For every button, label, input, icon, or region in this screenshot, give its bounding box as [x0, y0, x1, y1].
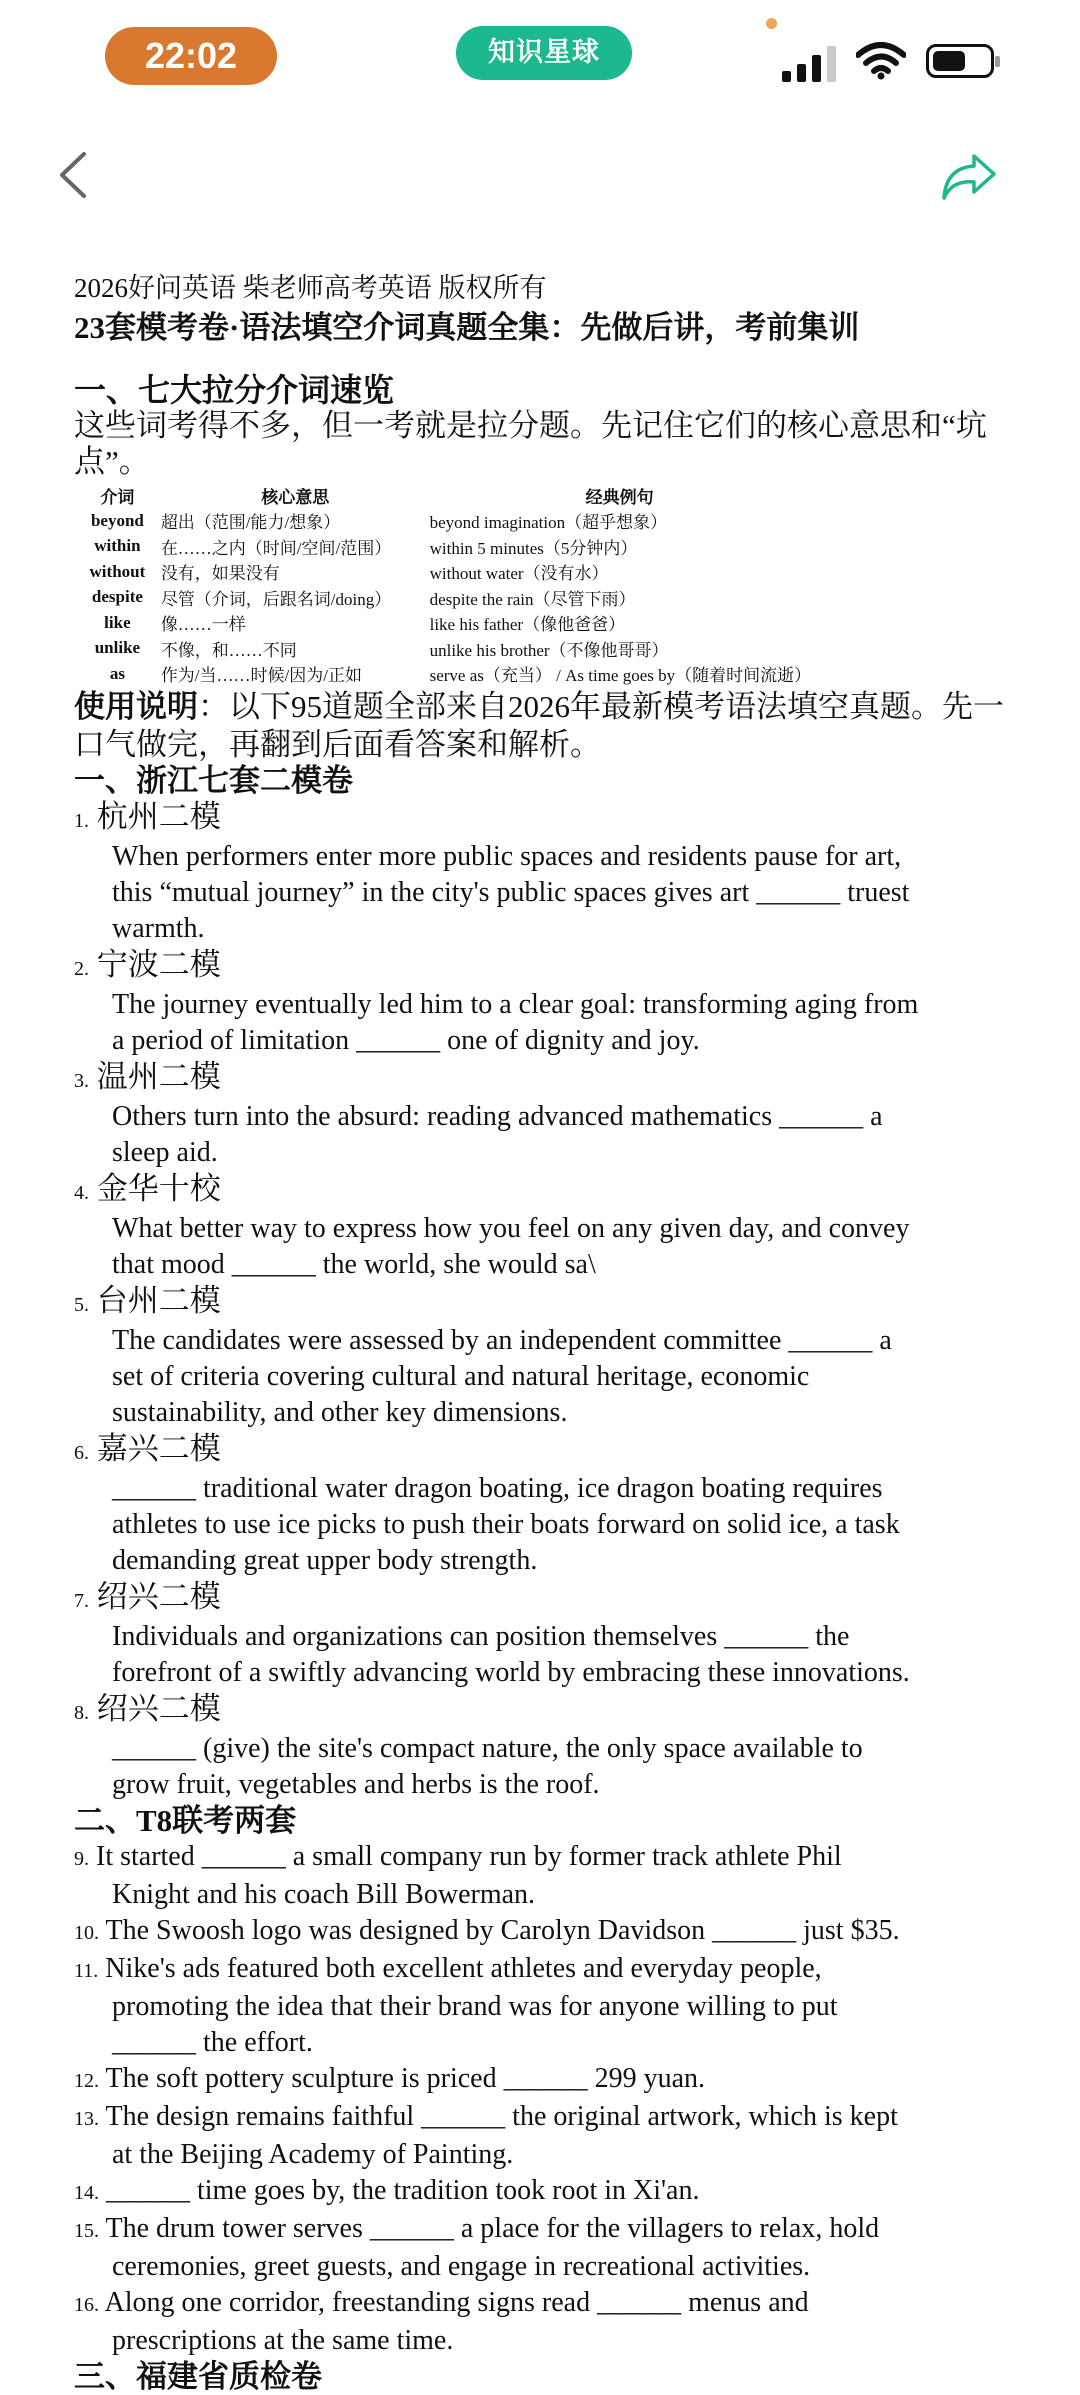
question-number: 14. [74, 2181, 99, 2204]
table-cell: 不像，和……不同 [160, 640, 297, 660]
question-number: 3. [74, 1069, 89, 1092]
section-title: 一、七大拉分介词速览 [74, 372, 395, 408]
status-bar [0, 0, 1080, 120]
question-number: 1. [74, 809, 89, 832]
table-row [74, 610, 1024, 636]
question-text: The soft pottery sculpture is priced ______ 299 yuan. [105, 2062, 706, 2094]
question-first-line [74, 1913, 1024, 1951]
question-text: at the Beijing Academy of Painting. [112, 2138, 514, 2170]
table-cell: 在……之内（时间/空间/范围） [160, 538, 392, 558]
question-text: sleep aid. [112, 1136, 218, 1168]
question-item [74, 2285, 1024, 2359]
question-text: ______ time goes by, the tradition took root in Xi'an. [106, 2174, 700, 2206]
signal-icon [782, 44, 838, 82]
question-source [74, 1171, 1024, 1211]
question-source-label: 绍兴二模 [96, 1578, 221, 1614]
share-arrow-icon[interactable] [940, 150, 998, 204]
question-source-label: 金华十校 [96, 1170, 221, 1206]
wifi-icon [856, 42, 906, 80]
table-row [74, 661, 1024, 687]
question-text: ______ the effort. [112, 2026, 313, 2058]
question-first-line [74, 2173, 1024, 2211]
question-first-line [74, 2211, 1024, 2249]
usage-text: ：以下95道题全部来自2026年最新模考语法填空真题。先一 [198, 688, 1004, 724]
table-cell: unlike his brother（不像他哥哥） [429, 640, 669, 660]
copyright-line: 2026好问英语 柴老师高考英语 版权所有 [74, 273, 547, 303]
table-cell: like his father（像他爸爸） [429, 615, 626, 635]
question-text: The design remains faithful ______ the original artwork, which is kept [105, 2100, 898, 2132]
question-number: 2. [74, 957, 89, 980]
app-badge[interactable]: 知识星球 [456, 26, 632, 80]
question-text: ceremonies, greet guests, and engage in recreational activities. [112, 2250, 811, 2282]
question-text: prescriptions at the same time. [112, 2324, 454, 2356]
recording-dot-icon [766, 18, 777, 29]
question-text: Knight and his coach Bill Bowerman. [112, 1878, 536, 1910]
question-text: warmth. [112, 912, 205, 944]
table-row [74, 534, 1024, 560]
table-row [74, 636, 1024, 662]
document-content [74, 268, 1024, 2395]
question-number: 5. [74, 1293, 89, 1316]
document-title: 23套模考卷·语法填空介词真题全集：先做后讲，考前集训 [74, 310, 860, 345]
question-list-t8 [74, 1839, 1024, 2359]
question-text: ______ (give) the site's compact nature, the only space available to [112, 1732, 863, 1764]
table-cell: despite the rain（尽管下雨） [429, 589, 636, 609]
question-item [74, 1839, 1024, 1913]
question-text: set of criteria covering cultural and natural heritage, economic [112, 1360, 810, 1392]
question-text: athletes to use ice picks to push their boats forward on solid ice, a task [112, 1508, 900, 1540]
question-source-label: 台州二模 [96, 1282, 221, 1318]
back-chevron-icon[interactable] [54, 150, 94, 200]
battery-icon [926, 44, 994, 78]
section-title: 二、T8联考两套 [74, 1802, 297, 1838]
question-source-label: 温州二模 [96, 1058, 221, 1094]
table-cell: 没有，如果没有 [160, 564, 280, 584]
question-text: sustainability, and other key dimensions. [112, 1396, 568, 1428]
question-text: that mood ______ the world, she would sa\ [112, 1248, 596, 1280]
question-text: forefront of a swiftly advancing world by embracing these innovations. [112, 1656, 910, 1688]
table-cell: despite [91, 587, 143, 607]
question-text: When performers enter more public spaces and residents pause for art, [112, 840, 902, 872]
table-cell: without water（没有水） [429, 564, 609, 584]
table-cell: 像……一样 [160, 615, 246, 635]
table-cell: 作为/当……时候/因为/正如 [160, 666, 362, 686]
table-row [74, 585, 1024, 611]
table-cell: without [89, 561, 146, 581]
question-number: 9. [74, 1847, 89, 1870]
question-text: promoting the idea that their brand was for anyone willing to put [112, 1990, 838, 2022]
table-row [74, 508, 1024, 534]
question-source [74, 947, 1024, 987]
table-header-row [74, 482, 1024, 508]
question-text: Nike's ads featured both excellent athletes and everyday people, [105, 1952, 822, 1984]
section-title: 一、浙江七套二模卷 [74, 762, 353, 798]
usage-note [74, 689, 1024, 725]
table-cell: unlike [94, 638, 141, 658]
preposition-table [74, 482, 1024, 687]
question-text: Along one corridor, freestanding signs read ______ menus and [104, 2286, 809, 2318]
question-source-label: 杭州二模 [96, 798, 221, 834]
question-first-line [74, 2061, 1024, 2099]
question-source-label: 宁波二模 [96, 946, 221, 982]
question-item [74, 2061, 1024, 2099]
table-header: 经典例句 [585, 487, 654, 507]
usage-label: 使用说明 [74, 688, 198, 724]
question-first-line [74, 2099, 1024, 2137]
question-source-label: 嘉兴二模 [96, 1430, 221, 1466]
question-text: The drum tower serves ______ a place for the villagers to relax, hold [105, 2212, 880, 2244]
question-item [74, 2211, 1024, 2285]
table-header: 核心意思 [261, 487, 330, 507]
table-cell: serve as（充当） / As time goes by（随着时间流逝） [429, 666, 812, 686]
question-number: 16. [74, 2293, 99, 2316]
question-number: 10. [74, 1921, 99, 1944]
question-text: grow fruit, vegetables and herbs is the roof. [112, 1768, 600, 1800]
table-cell: as [109, 663, 125, 683]
question-text: ______ traditional water dragon boating, ice dragon boating requires [112, 1472, 883, 1504]
question-source [74, 1059, 1024, 1099]
question-list-zhejiang [74, 799, 1024, 1803]
question-text: What better way to express how you feel on any given day, and convey [112, 1212, 910, 1244]
question-item [74, 1951, 1024, 2061]
usage-note-cont: 口气做完，再翻到后面看答案和解析。 [74, 726, 601, 762]
question-source [74, 1691, 1024, 1731]
table-row [74, 559, 1024, 585]
table-cell: within 5 minutes（5分钟内） [429, 538, 638, 558]
question-number: 11. [74, 1959, 99, 1982]
question-item [74, 2099, 1024, 2173]
table-cell: like [104, 612, 131, 632]
question-text: It started ______ a small company run by former track athlete Phil [96, 1840, 842, 1872]
question-source [74, 1431, 1024, 1471]
question-item [74, 2173, 1024, 2211]
table-cell: beyond [90, 510, 144, 530]
section-title: 三、福建省质检卷 [74, 2358, 322, 2394]
question-source [74, 1283, 1024, 1323]
question-text: The candidates were assessed by an independent committee ______ a [112, 1324, 892, 1356]
table-cell: 超出（范围/能力/想象） [160, 513, 341, 533]
question-number: 4. [74, 1181, 89, 1204]
table-cell: within [94, 536, 141, 556]
intro-line: 这些词考得不多，但一考就是拉分题。先记住它们的核心意思和“坑 [74, 408, 987, 443]
table-cell: beyond imagination（超乎想象） [429, 513, 668, 533]
question-text: this “mutual journey” in the city's public spaces gives art ______ truest [112, 876, 910, 908]
question-number: 12. [74, 2069, 99, 2092]
question-text: The journey eventually led him to a clear goal: transforming aging from [112, 988, 919, 1020]
table-cell: 尽管（介词，后跟名词/doing） [160, 589, 392, 609]
question-number: 13. [74, 2107, 99, 2130]
intro-line: 点”。 [74, 444, 150, 479]
question-text: The Swoosh logo was designed by Carolyn Davidson ______ just $35. [105, 1914, 900, 1946]
question-item [74, 1913, 1024, 1951]
question-text: Individuals and organizations can position themselves ______ the [112, 1620, 850, 1652]
table-header: 介词 [100, 487, 135, 507]
question-number: 15. [74, 2219, 99, 2242]
question-text: demanding great upper body strength. [112, 1544, 538, 1576]
question-first-line [74, 1839, 1024, 1877]
question-source [74, 1579, 1024, 1619]
question-first-line [74, 1951, 1024, 1989]
question-text: Others turn into the absurd: reading advanced mathematics ______ a [112, 1100, 883, 1132]
question-number: 7. [74, 1589, 89, 1612]
question-source [74, 799, 1024, 839]
question-number: 8. [74, 1701, 89, 1724]
question-number: 6. [74, 1441, 89, 1464]
question-first-line [74, 2285, 1024, 2323]
question-source-label: 绍兴二模 [96, 1690, 221, 1726]
question-text: a period of limitation ______ one of dignity and joy. [112, 1024, 700, 1056]
status-time: 22:02 [105, 27, 277, 85]
